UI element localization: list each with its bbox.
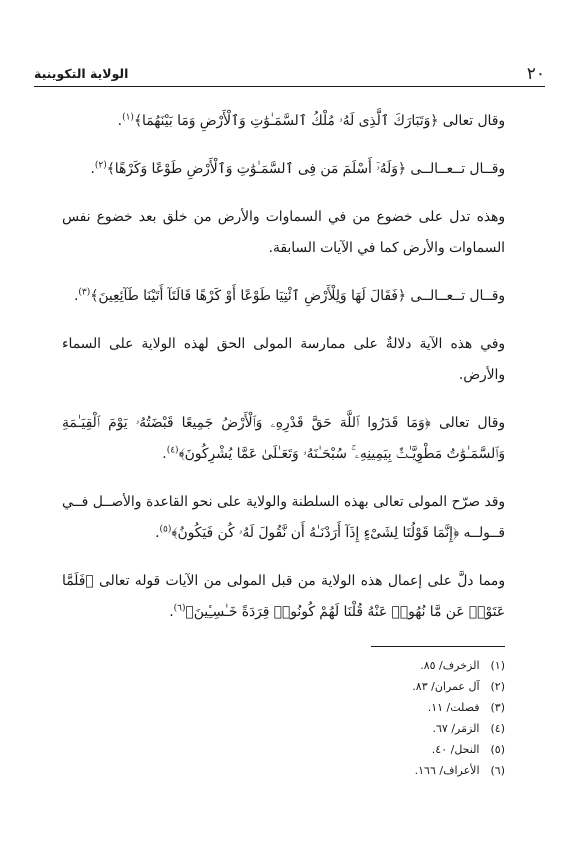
footnote-ref: (١) <box>122 112 134 123</box>
page-number: ٢٠ <box>526 64 545 84</box>
footnote-number: (٥) <box>490 743 505 756</box>
paragraph-text: وفي هذه الآية دلالةٌ على ممارسة المولى الحق لهذه الولاية على السماء والأرض. <box>62 336 505 383</box>
paragraph-text: وقــال تــعــالــى <box>406 288 505 304</box>
footnote-ref: (٤) <box>166 445 179 456</box>
paragraph-text: . <box>74 288 79 304</box>
footnote-divider <box>371 646 505 647</box>
paragraph-text: وقال تعالى <box>438 113 505 129</box>
quran-verse: ﴿فَلَمَّا عَتَوْا۟ عَن مَّا نُهُوا۟ عَنْهُ قُلْنَا لَهُمْ كُونُوا۟ قِرَدَةً خَـٰسِـِٔينَ﴾ <box>62 573 505 620</box>
footnote-ref: (٦) <box>173 603 186 614</box>
paragraph-text: . <box>117 113 123 129</box>
body-text <box>62 106 505 628</box>
paragraph-text: وقــال تــعــالــى <box>406 161 505 177</box>
footnote-text: النحل/ ٤٠. <box>431 743 480 756</box>
footnote-number: (٣) <box>490 701 505 714</box>
paragraph-text: . <box>169 604 174 620</box>
running-title: الولاية التكوينية <box>34 66 129 81</box>
footnote-ref: (٣) <box>78 287 91 298</box>
footnote <box>412 655 505 676</box>
paragraph-text: وقد صرّح المولى تعالى بهذه السلطنة والولاية على نحو القاعدة والأصــل فــي قــولــه <box>62 494 505 541</box>
paragraph-text: وقال تعالى <box>430 415 505 431</box>
footnote-text: الزمَر/ ٦٧. <box>432 722 480 735</box>
footnote-number: (٢) <box>490 680 505 693</box>
paragraph <box>62 329 505 391</box>
footnote <box>412 760 505 781</box>
paragraph-text: . <box>162 446 167 462</box>
footnote-number: (٤) <box>490 722 505 735</box>
footnote <box>412 718 505 739</box>
paragraph <box>62 106 505 137</box>
footnote <box>412 739 505 760</box>
footnote <box>412 697 505 718</box>
footnote-number: (١) <box>490 659 505 672</box>
header-divider <box>34 86 545 87</box>
paragraph-text: . <box>90 161 95 177</box>
footnotes-list <box>412 655 505 781</box>
quran-verse: ﴿فَقَالَ لَهَا وَلِلْأَرْضِ ٱئْتِيَا طَوْعًا أَوْ كَرْهًا قَالَتَآ أَتَيْنَا طَآئِعِينَ﴾ <box>90 288 406 304</box>
quran-verse: ﴿وَتَبَارَكَ ٱلَّذِى لَهُۥ مُلْكُ ٱلسَّمَـٰوَٰتِ وَٱلْأَرْضِ وَمَا بَيْنَهُمَا﴾ <box>133 113 439 129</box>
footnote-ref: (٥) <box>159 524 172 535</box>
footnote-text: فصلت/ ١١. <box>427 701 480 714</box>
footnote-ref: (٢) <box>94 160 107 171</box>
paragraph <box>62 281 505 312</box>
paragraph <box>62 154 505 185</box>
paragraph <box>62 202 505 264</box>
quran-verse: ﴿إِنَّمَا قَوْلُنَا لِشَىْءٍ إِذَآ أَرَدْنَـٰهُ أَن نَّقُولَ لَهُۥ كُن فَيَكُونُ﴾ <box>171 525 460 541</box>
quran-verse: ﴿وَمَا قَدَرُوا ٱللَّهَ حَقَّ قَدْرِهِۦ وَٱلْأَرْضُ جَمِيعًا قَبْضَتُهُۥ يَوْمَ ٱلْقِيَـٰمَةِ وَٱلسَّمَـٰوَٰتُ مَطْوِيَّـٰتٌۢ بِيَمِينِهِۦ ۚ سُبْحَـٰنَهُۥ وَتَعَـٰلَىٰ عَمَّا يُشْرِكُونَ﴾ <box>62 415 505 462</box>
footnote-text: الزخرف/ ٨٥. <box>420 659 480 672</box>
paragraph <box>62 566 505 628</box>
footnote-number: (٦) <box>490 764 505 777</box>
footnote-text: آل عمران/ ٨٣. <box>412 680 480 693</box>
paragraph-text: ومما دلَّ على إعمال هذه الولاية من قبل المولى من الآيات قوله تعالى <box>93 573 505 589</box>
quran-verse: ﴿وَلَهُۥٓ أَسْلَمَ مَن فِى ٱلسَّمَـٰوَٰتِ وَٱلْأَرْضِ طَوْعًا وَكَرْهًا﴾ <box>106 161 406 177</box>
paragraph-text: وهذه تدل على خضوع من في السماوات والأرض من خلق بعد خضوع نفس السماوات والأرض كما في الآيات السابقة. <box>62 209 505 256</box>
paragraph-text: . <box>155 525 160 541</box>
running-head <box>34 58 545 84</box>
paragraph <box>62 408 505 470</box>
footnote-text: الأعراف/ ١٦٦. <box>414 764 480 777</box>
footnote <box>412 676 505 697</box>
paragraph <box>62 487 505 549</box>
